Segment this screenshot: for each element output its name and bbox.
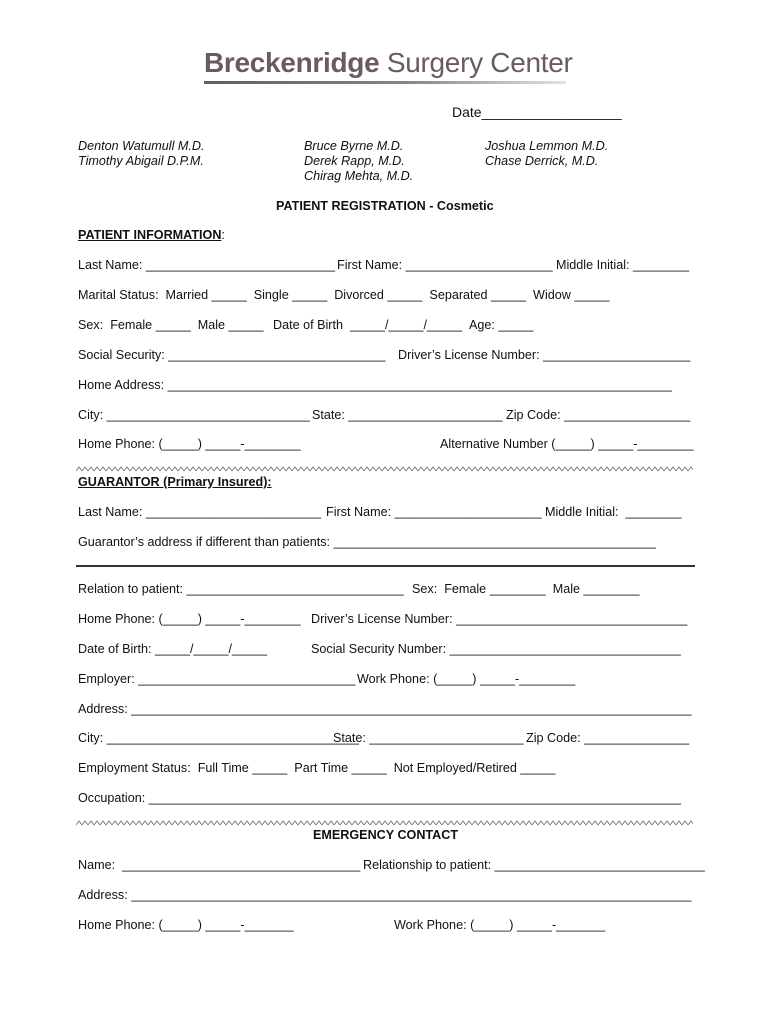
logo-name-bold: Breckenridge (204, 47, 380, 78)
emergency-name-field[interactable]: Name: __________________________________ (78, 858, 361, 872)
emergency-relationship-field[interactable]: Relationship to patient: ______________________________ (363, 858, 705, 872)
guarantor-state-field[interactable]: State: ______________________ (333, 731, 524, 745)
emergency-address-field[interactable]: Address: ________________________________________________________________________________ (78, 888, 692, 902)
patient-ssn-field[interactable]: Social Security: _______________________________ (78, 348, 386, 362)
guarantor-dob-field[interactable]: Date of Birth: _____/_____/_____ (78, 642, 268, 656)
guarantor-work-phone-field[interactable]: Work Phone: (_____) _____-________ (357, 672, 576, 686)
emergency-heading: EMERGENCY CONTACT (313, 828, 459, 842)
patient-city-field[interactable]: City: _____________________________ (78, 408, 310, 422)
doctor-col2-2: Derek Rapp, M.D. (304, 154, 405, 168)
patient-home-address-field[interactable]: Home Address: ________________________________________________________________________ (78, 378, 672, 392)
guarantor-city-field[interactable]: City: ____________________________________ (78, 731, 359, 745)
section-divider-2 (76, 820, 693, 826)
logo-underline (204, 81, 566, 84)
guarantor-ssn-field[interactable]: Social Security Number: _________________________________ (311, 642, 681, 656)
guarantor-employment-status-field[interactable]: Employment Status: Full Time _____ Part Time _____ Not Employed/Retired _____ (78, 761, 556, 775)
patient-home-phone-field[interactable]: Home Phone: (_____) _____-________ (78, 437, 301, 451)
guarantor-address-field[interactable]: Address: ________________________________________________________________________________ (78, 702, 692, 716)
doctor-col3-2: Chase Derrick, M.D. (485, 154, 599, 168)
form-title: PATIENT REGISTRATION - Cosmetic (276, 199, 494, 213)
doctor-col1-1: Denton Watumull M.D. (78, 139, 205, 153)
logo-name-light: Surgery Center (379, 47, 573, 78)
guarantor-heading: GUARANTOR (Primary Insured): (78, 475, 272, 489)
guarantor-relation-field[interactable]: Relation to patient: _______________________________ (78, 582, 404, 596)
guarantor-first-name-field[interactable]: First Name: _____________________ (326, 505, 542, 519)
guarantor-occupation-field[interactable]: Occupation: ____________________________________________________________________________ (78, 791, 682, 805)
patient-info-heading (78, 228, 225, 243)
guarantor-employer-field[interactable]: Employer: _______________________________ (78, 672, 356, 686)
patient-last-name-field[interactable]: Last Name: ___________________________ (78, 258, 336, 272)
doctor-col2-3: Chirag Mehta, M.D. (304, 169, 414, 183)
patient-age-field[interactable]: Age: _____ (469, 318, 534, 332)
patient-info-heading-colon: : (221, 228, 225, 242)
patient-info-heading-text: PATIENT INFORMATION (78, 228, 222, 242)
patient-first-name-field[interactable]: First Name: _____________________ (337, 258, 553, 272)
section-rule (76, 565, 695, 567)
guarantor-drivers-license-field[interactable]: Driver’s License Number: _________________________________ (311, 612, 688, 626)
emergency-home-phone-field[interactable]: Home Phone: (_____) _____-_______ (78, 918, 294, 932)
guarantor-last-name-field[interactable]: Last Name: _________________________ (78, 505, 321, 519)
guarantor-address-if-different-field[interactable]: Guarantor’s address if different than patients: ______________________________________________ (78, 535, 656, 549)
patient-alt-number-field[interactable]: Alternative Number (_____) _____-________ (440, 437, 694, 451)
patient-zip-field[interactable]: Zip Code: __________________ (506, 408, 691, 422)
doctor-col3-1: Joshua Lemmon M.D. (485, 139, 609, 153)
patient-marital-status-field[interactable]: Marital Status: Married _____ Single _____ Divorced _____ Separated _____ Widow _____ (78, 288, 610, 302)
patient-state-field[interactable]: State: ______________________ (312, 408, 503, 422)
patient-sex-field[interactable]: Sex: Female _____ Male _____ (78, 318, 264, 332)
doctor-col1-2: Timothy Abigail D.P.M. (78, 154, 204, 168)
doctor-col2-1: Bruce Byrne M.D. (304, 139, 404, 153)
emergency-work-phone-field[interactable]: Work Phone: (_____) _____-_______ (394, 918, 606, 932)
section-divider-1 (76, 466, 693, 472)
date-field[interactable]: Date__________________ (452, 104, 622, 120)
patient-drivers-license-field[interactable]: Driver’s License Number: _____________________ (398, 348, 691, 362)
patient-dob-field[interactable]: Date of Birth _____/_____/_____ (273, 318, 463, 332)
guarantor-home-phone-field[interactable]: Home Phone: (_____) _____-________ (78, 612, 301, 626)
guarantor-zip-field[interactable]: Zip Code: _______________ (526, 731, 690, 745)
logo (204, 46, 573, 80)
guarantor-middle-initial-field[interactable]: Middle Initial: ________ (545, 505, 682, 519)
patient-middle-initial-field[interactable]: Middle Initial: ________ (556, 258, 690, 272)
guarantor-sex-field[interactable]: Sex: Female ________ Male ________ (412, 582, 640, 596)
